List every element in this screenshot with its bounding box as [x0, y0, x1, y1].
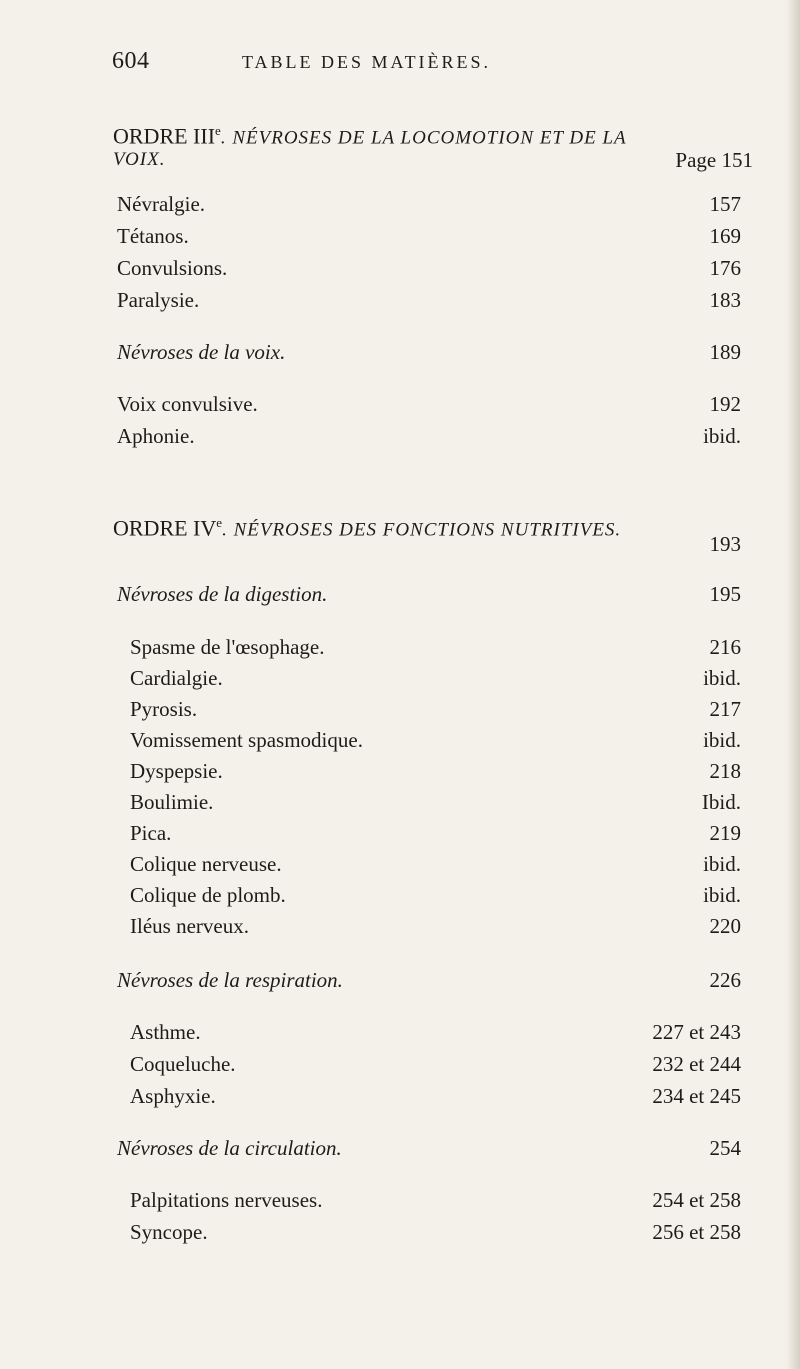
toc-entry-label: Palpitations nerveuses.: [130, 1188, 323, 1212]
toc-entry-label: Névralgie.: [117, 192, 206, 216]
section-3-heading: ORDRE IIIe. NÉVROSES DE LA LOCOMOTION ET DE LA: [113, 123, 627, 149]
toc-entry-page: 176: [709, 256, 741, 280]
toc-entry-page: 216: [709, 635, 741, 659]
toc-entry: [130, 757, 741, 785]
toc-entry-page: Ibid.: [701, 790, 741, 814]
running-head: [112, 48, 752, 75]
toc-entry-label: Tétanos.: [117, 224, 189, 248]
toc-entry: [130, 819, 741, 847]
toc-entry: [130, 1018, 741, 1046]
section-3-heading-line2: VOIX. Page 151: [113, 148, 753, 172]
section-4-page-ref: 193: [709, 532, 741, 556]
toc-entry-label: Voix convulsive.: [117, 392, 258, 416]
toc-entry: [117, 190, 741, 218]
page-edge-shadow: [786, 0, 800, 1369]
toc-entry-page: 219: [709, 821, 741, 845]
toc-entry-page: 220: [709, 914, 741, 938]
toc-entry: [117, 422, 741, 450]
toc-subheading: [117, 580, 741, 608]
toc-entry: [117, 390, 741, 418]
toc-subheading: [117, 338, 741, 366]
toc-subheading-label: Névroses de la respiration.: [117, 968, 343, 992]
toc-entry: [130, 664, 741, 692]
toc-entry: [130, 788, 741, 816]
toc-entry-label: Coqueluche.: [130, 1052, 236, 1076]
toc-subheading-page: 195: [709, 582, 741, 606]
toc-entry: [130, 633, 741, 661]
toc-entry: [130, 1050, 741, 1078]
toc-subheading: [117, 1134, 741, 1162]
toc-entry-page: 183: [709, 288, 741, 312]
toc-entry-page: 169: [709, 224, 741, 248]
toc-subheading-page: 189: [709, 340, 741, 364]
toc-entry-label: Cardialgie.: [130, 666, 223, 690]
section-4-page-ref-line: [113, 530, 741, 558]
toc-entry-label: Pyrosis.: [130, 697, 198, 721]
toc-entry: [117, 254, 741, 282]
toc-entry-label: Boulimie.: [130, 790, 214, 814]
toc-entry-label: Syncope.: [130, 1220, 208, 1244]
toc-entry: [117, 286, 741, 314]
toc-entry: [117, 222, 741, 250]
toc-entry: [130, 881, 741, 909]
toc-subheading: [117, 966, 741, 994]
toc-entry-label: Iléus nerveux.: [130, 914, 249, 938]
toc-entry-label: Spasme de l'œsophage.: [130, 635, 325, 659]
toc-entry-label: Asthme.: [130, 1020, 201, 1044]
toc-entry-page: ibid.: [703, 666, 741, 690]
toc-entry: [130, 1218, 741, 1246]
toc-entry-page: 157: [709, 192, 741, 216]
toc-entry-label: Paralysie.: [117, 288, 200, 312]
toc-entry-page: 227 et 243: [652, 1020, 741, 1044]
toc-subheading-label: Névroses de la digestion.: [117, 582, 328, 606]
toc-entry-label: Aphonie.: [117, 424, 195, 448]
toc-subheading-page: 254: [709, 1136, 741, 1160]
toc-entry-label: Vomissement spasmodique.: [130, 728, 363, 752]
toc-entry: [130, 912, 741, 940]
running-title: TABLE DES MATIÈRES.: [242, 52, 492, 72]
toc-entry-page: 232 et 244: [652, 1052, 741, 1076]
toc-entry-page: 192: [709, 392, 741, 416]
toc-entry-label: Colique de plomb.: [130, 883, 286, 907]
toc-subheading-label: Névroses de la voix.: [117, 340, 286, 364]
toc-entry-page: ibid.: [703, 883, 741, 907]
toc-entry: [130, 1082, 741, 1110]
toc-entry-page: 256 et 258: [652, 1220, 741, 1244]
toc-entry-label: Pica.: [130, 821, 172, 845]
toc-entry-page: 218: [709, 759, 741, 783]
toc-entry: [130, 726, 741, 754]
toc-entry-page: ibid.: [703, 728, 741, 752]
toc-entry-label: Asphyxie.: [130, 1084, 216, 1108]
toc-subheading-page: 226: [709, 968, 741, 992]
toc-entry-page: ibid.: [703, 424, 741, 448]
toc-entry: [130, 1186, 741, 1214]
page-number: 604: [112, 48, 150, 74]
toc-entry-page: 217: [709, 697, 741, 721]
toc-entry-label: Convulsions.: [117, 256, 228, 280]
toc-entry-label: Colique nerveuse.: [130, 852, 282, 876]
toc-entry-label: Dyspepsie.: [130, 759, 223, 783]
toc-entry-page: 234 et 245: [652, 1084, 741, 1108]
toc-entry-page: ibid.: [703, 852, 741, 876]
toc-entry-page: 254 et 258: [652, 1188, 741, 1212]
section-3-page-ref: Page 151: [675, 148, 753, 172]
toc-entry: [130, 695, 741, 723]
section-4-heading: ORDRE IVe. NÉVROSES DES FONCTIONS NUTRITIVES.: [113, 515, 622, 541]
toc-entry: [130, 850, 741, 878]
toc-subheading-label: Névroses de la circulation.: [117, 1136, 342, 1160]
